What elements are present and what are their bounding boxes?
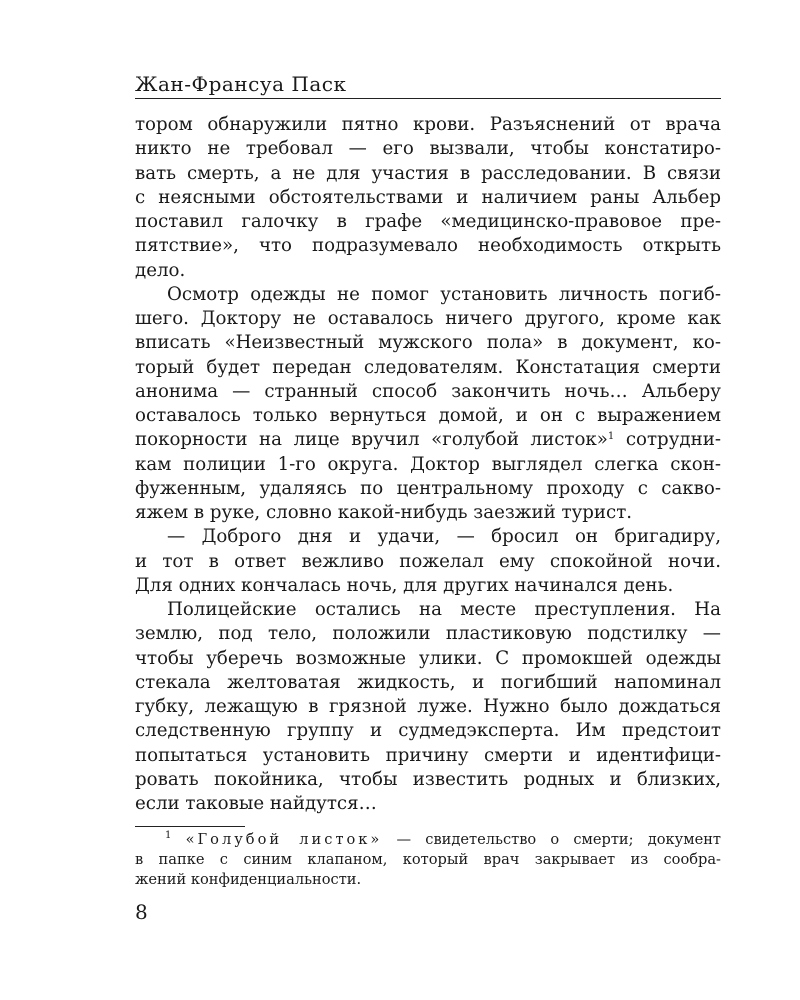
text-line: попытаться установить причину смерти и идентифици-: [135, 744, 721, 766]
text-line: фуженным, удаляясь по центральному проходу с сакво-: [135, 477, 721, 499]
text-line: никто не требовал — его вызвали, чтобы констатиро-: [135, 138, 721, 160]
footnote-marker: 1: [165, 830, 172, 841]
footnote-rule: [135, 826, 245, 827]
text-line: если таковые найдутся…: [135, 793, 377, 814]
text-line: вать смерть, а не для участия в расследовании. В связи: [135, 162, 721, 184]
text-line: анонима — странный способ закончить ночь… Альберу: [135, 380, 721, 402]
text-line: и тот в ответ вежливо пожелал ему спокойной ночи.: [135, 550, 721, 572]
body-text: [135, 113, 721, 816]
text-line-with-footnote: [135, 428, 721, 452]
text-line: Осмотр одежды не помог установить личность погиб-: [167, 283, 721, 305]
text-line: — Доброго дня и удачи, — бросил он бригадиру,: [167, 526, 721, 548]
footnote-text: — свидетельство о смерти; документ: [382, 831, 722, 848]
text-line: яжем в руке, словно какой-нибудь заезжий турист.: [135, 502, 633, 523]
text-line: ровать покойника, чтобы известить родных и близких,: [135, 768, 721, 790]
text-line: Полицейские остались на месте преступления. На: [167, 599, 721, 620]
text-line: шего. Доктору не оставалось ничего другого, кроме как: [135, 308, 721, 329]
text-line: тором обнаружили пятно крови. Разъяснений от врача: [135, 114, 721, 135]
text-line: следственную группу и судмедэксперта. Им предстоит: [135, 720, 721, 742]
footnote: [135, 830, 721, 890]
page-number: 8: [135, 900, 148, 924]
text-line: губку, лежащую в грязной луже. Нужно было дождаться: [135, 696, 721, 717]
text-line: дело.: [135, 259, 186, 281]
text-line: землю, под тело, положили пластиковую подстилку —: [135, 623, 721, 645]
text-fragment: сотрудни-: [614, 429, 721, 451]
footnote-reference: 1: [607, 431, 615, 443]
header-rule: [135, 98, 721, 99]
text-line: стекала желтоватая жидкость, и погибший напоминал: [135, 671, 721, 693]
footnote-line: [135, 830, 721, 850]
text-fragment: покорности на лице вручил «голубой листок»: [135, 429, 608, 451]
footnote-line: жений конфиденциальности.: [135, 871, 362, 888]
text-line: торый будет передан следователям. Констатация смерти: [135, 356, 721, 378]
footnote-term: «Голубой листок»: [185, 831, 383, 848]
text-line: пятствие», что подразумевало необходимость открыть: [135, 235, 721, 257]
text-line: чтобы уберечь возможные улики. С промокшей одежды: [135, 647, 721, 669]
text-line: кам полиции 1-го округа. Доктор выглядел слегка скон-: [135, 453, 721, 475]
text-line: с неясными обстоятельствами и наличием раны Альбер: [135, 186, 721, 208]
text-line: Для одних кончалась ночь, для других начинался день.: [135, 574, 674, 596]
footnote-line: в папке с синим клапаном, который врач закрывает из сообра-: [135, 851, 721, 868]
text-line: оставалось только вернуться домой, и он с выражением: [135, 405, 721, 426]
running-head-title: Жан-Франсуа Паск: [135, 72, 347, 96]
text-line: поставил галочку в графе «медицинско-правовое пре-: [135, 211, 721, 232]
text-line: вписать «Неизвестный мужского пола» в документ, ко-: [135, 332, 721, 354]
